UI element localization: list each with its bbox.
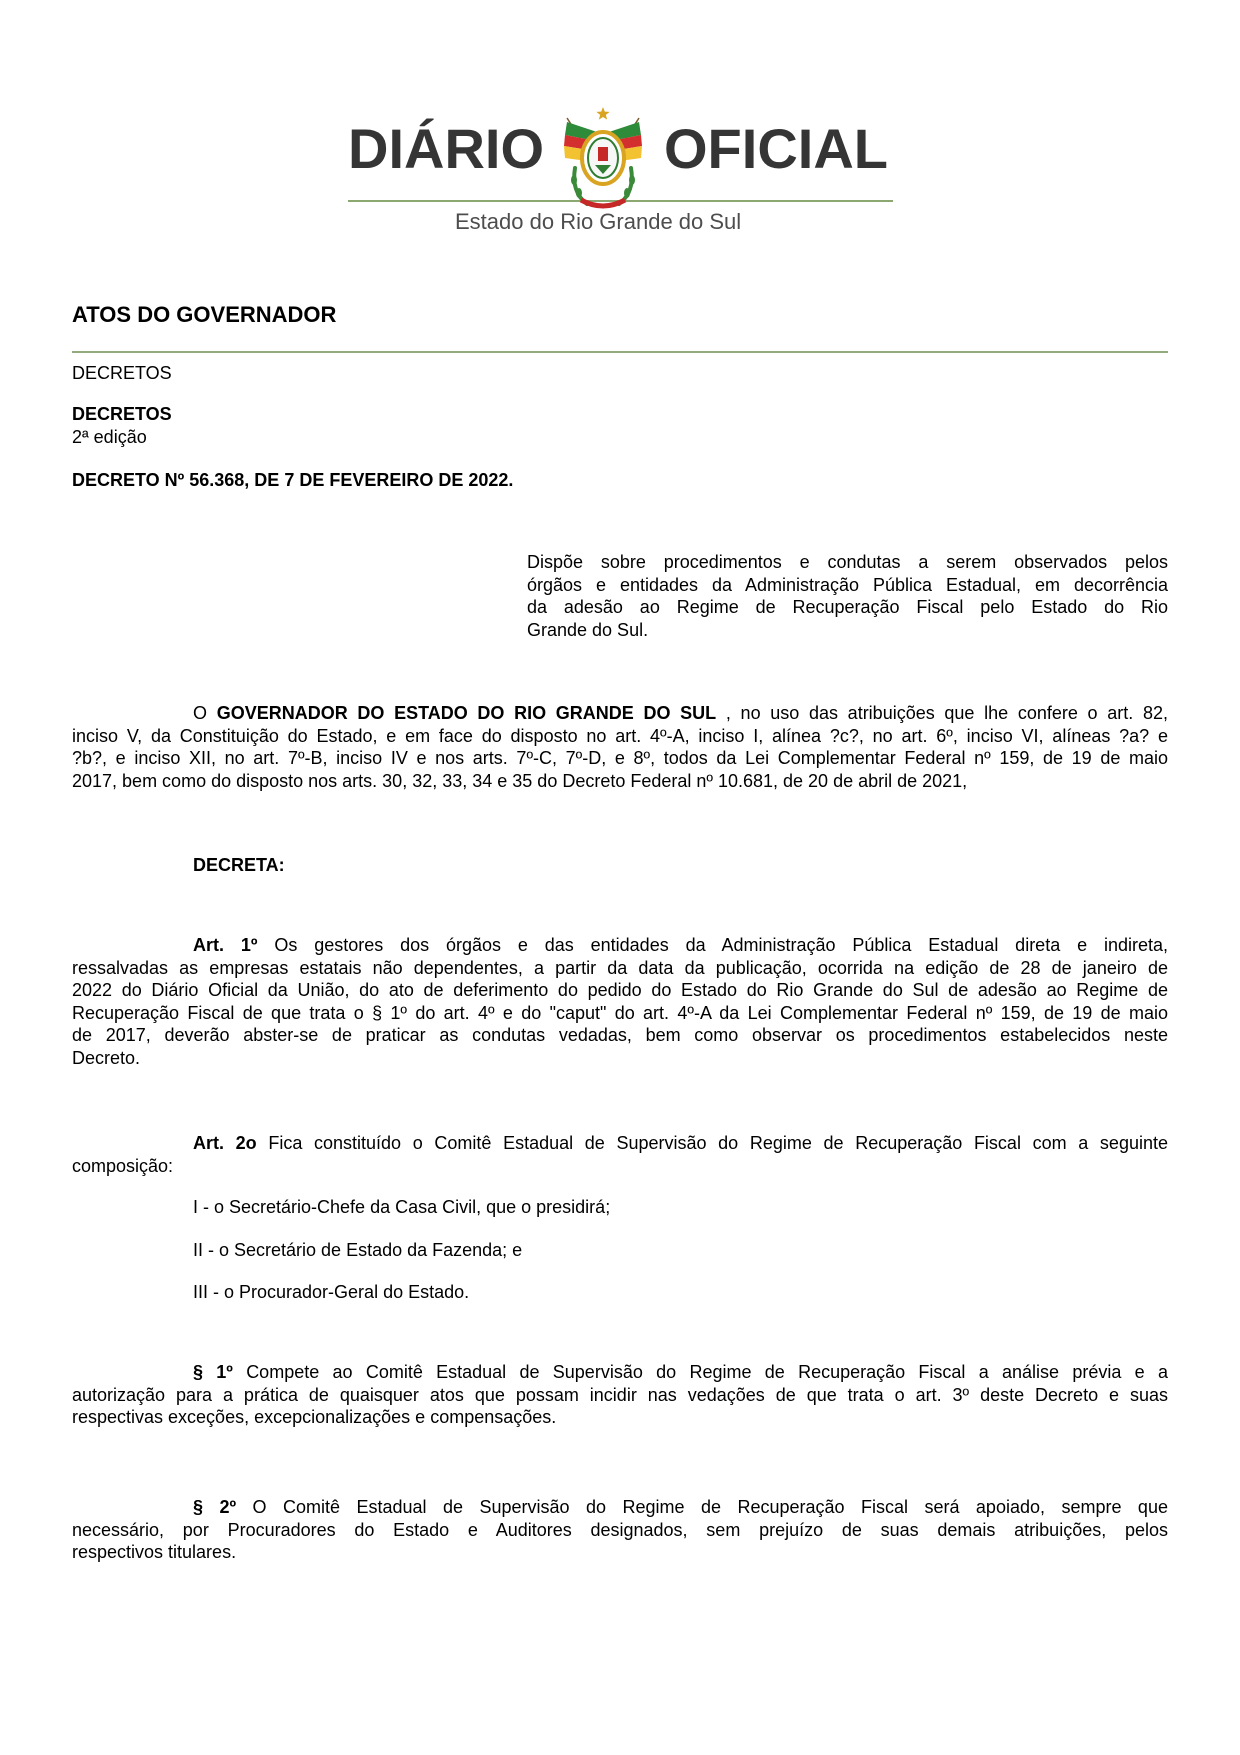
article-line: 2022 do Diário Oficial da União, do ato de deferimento do pedido do Estado do Rio Grande do Sul de adesão ao Regime de [72, 980, 1168, 1000]
article-line: de 2017, deverão abster-se de praticar as condutas vedadas, bem como observar os procedimentos estabelecidos neste [72, 1025, 1168, 1045]
paragraph-2 [72, 1496, 1168, 1564]
article-text: Fica constituído o Comitê Estadual de Supervisão do Regime de Recuperação Fiscal com a seguinte [268, 1133, 1168, 1153]
paragraph-line: autorização para a prática de quaisquer atos que possam incidir nas vedações de que trata o art. 3º deste Decreto e suas [72, 1384, 1168, 1405]
logo-subtitle: Estado do Rio Grande do Sul [455, 209, 742, 234]
section-title: ATOS DO GOVERNADOR [72, 302, 337, 327]
category-label: DECRETOS [72, 363, 172, 383]
decree-title: DECRETO Nº 56.368, DE 7 DE FEVEREIRO DE 2022. [72, 470, 514, 490]
paragraph-1 [72, 1361, 1168, 1429]
preamble-lead: O [193, 703, 208, 723]
summary-line: Dispõe sobre procedimentos e condutas a serem observados pelos [527, 552, 1168, 572]
article-label: Art. 2o [193, 1133, 257, 1153]
paragraph-label: § 1º [193, 1362, 233, 1382]
article-1 [72, 934, 1168, 1069]
paragraph-line: respectivos titulares. [72, 1542, 237, 1562]
paragraph-line: respectivas exceções, excepcionalizações e compensações. [72, 1407, 557, 1427]
article-text: Os gestores dos órgãos e das entidades da Administração Pública Estadual direta e indireta, [274, 935, 1168, 955]
article-2 [72, 1132, 1168, 1177]
article-line: ressalvadas as empresas estatais não dependentes, a partir da data da publicação, ocorrida na edição de 28 de janeiro de [72, 957, 1168, 978]
list-item: II - o Secretário de Estado da Fazenda; e [193, 1240, 523, 1260]
article-line: composição: [72, 1155, 174, 1176]
paragraph-line [72, 1361, 1168, 1384]
article-line [72, 1132, 1168, 1155]
list-item: III - o Procurador-Geral do Estado. [193, 1282, 470, 1302]
decree-summary [527, 551, 1168, 641]
list-item: I - o Secretário-Chefe da Casa Civil, que o presidirá; [193, 1197, 611, 1217]
preamble-text: , no uso das atribuições que lhe confere o art. 82, [725, 703, 1168, 723]
coat-of-arms-icon [553, 104, 653, 212]
article-line: Recuperação Fiscal de que trata o § 1º do art. 4º e do "caput" do art. 4º-A da Lei Complementar Federal nº 159, de 19 de maio [72, 1002, 1168, 1023]
preamble-line [72, 702, 1168, 725]
paragraph-line: necessário, por Procuradores do Estado e Auditores designados, sem prejuízo de suas demais atribuições, pelos [72, 1519, 1168, 1540]
preamble-line: ?b?, e inciso XII, no art. 7º-B, inciso IV e nos arts. 7º-C, 7º-D, e 8º, todos da Lei Complementar Federal nº 159, de 19 de maio [72, 748, 1168, 768]
decree-preamble [72, 702, 1168, 792]
edition-label: 2ª edição [72, 426, 147, 447]
article-line [72, 934, 1168, 957]
paragraph-label: § 2º [193, 1497, 237, 1517]
subcategory-label: DECRETOS [72, 404, 172, 424]
paragraph-text: Compete ao Comitê Estadual de Supervisão do Regime de Recuperação Fiscal a análise prévia e a [246, 1362, 1168, 1382]
preamble-line: inciso V, da Constituição do Estado, e em face do disposto no art. 4º-A, inciso I, alínea ?c?, no art. 6º, inciso VI, alíneas ?a? e [72, 725, 1168, 746]
logo-word-oficial: OFICIAL [664, 117, 888, 180]
enactment-clause: DECRETA: [193, 855, 285, 875]
summary-line: da adesão ao Regime de Recuperação Fiscal pelo Estado do Rio [527, 597, 1168, 617]
article-line: Decreto. [72, 1047, 141, 1068]
paragraph-text: O Comitê Estadual de Supervisão do Regime de Recuperação Fiscal será apoiado, sempre que [252, 1497, 1168, 1517]
section-divider [72, 351, 1168, 353]
summary-line: órgãos e entidades da Administração Pública Estadual, em decorrência [527, 574, 1168, 595]
summary-line: Grande do Sul. [527, 619, 649, 640]
governor-authority: GOVERNADOR DO ESTADO DO RIO GRANDE DO SUL [216, 703, 717, 723]
article-label: Art. 1º [193, 935, 258, 955]
preamble-line: 2017, bem como do disposto nos arts. 30, 32, 33, 34 e 35 do Decreto Federal nº 10.681, de 20 de abril de 2021, [72, 770, 968, 791]
logo-word-diario: DIÁRIO [348, 117, 544, 180]
paragraph-line [72, 1496, 1168, 1519]
